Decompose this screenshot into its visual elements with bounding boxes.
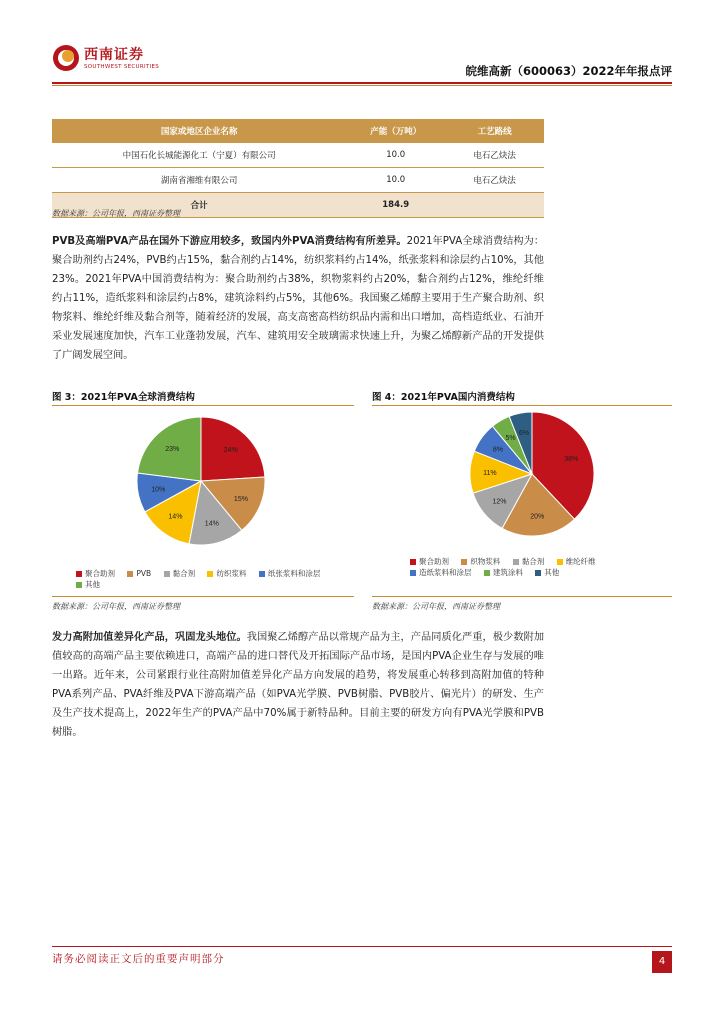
legend-label: 其他 (544, 568, 560, 577)
pie-slice-label: 14% (204, 520, 219, 528)
company-logo-cn: 西南证券 (84, 47, 144, 63)
legend-label: 纺织浆料 (216, 569, 247, 578)
pie-slice-label: 23% (165, 445, 180, 453)
legend-item (164, 568, 196, 579)
header-divider-accent (52, 85, 672, 86)
legend-global (76, 568, 356, 590)
pie-slice-label: 12% (492, 498, 507, 506)
table-header-cell: 产能（万吨） (346, 119, 445, 143)
legend-swatch (535, 570, 541, 576)
figure-3-bottom-rule (52, 596, 354, 597)
legend-label: 纸张浆料和涂层 (267, 569, 321, 578)
table-total-value: 184.9 (346, 193, 445, 218)
legend-item (410, 556, 449, 567)
pie-slice-label: 38% (564, 455, 579, 463)
table-source: 数据来源：公司年报，西南证券整理 (52, 209, 180, 218)
legend-item (484, 567, 523, 578)
paragraph-high-value (52, 628, 544, 742)
pie-slice-label: 15% (233, 495, 248, 503)
legend-label: 黏合剂 (521, 557, 545, 566)
report-title: 皖维高新（600063）2022年年报点评 (465, 64, 672, 78)
figure-3-source: 数据来源：公司年报，西南证券整理 (52, 602, 180, 611)
figure-4-source: 数据来源：公司年报，西南证券整理 (372, 602, 500, 611)
footer-disclaimer: 请务必阅读正文后的重要声明部分 (52, 953, 225, 965)
legend-item (410, 567, 472, 578)
figure-3-rule (52, 405, 354, 406)
table-cell (445, 193, 544, 218)
pie-chart-global (52, 408, 354, 558)
legend-label: 聚合助剂 (419, 557, 449, 566)
legend-item (76, 568, 115, 579)
footer-divider (52, 946, 672, 947)
legend-item (461, 556, 500, 567)
table-cell: 10.0 (346, 143, 445, 168)
table-cell: 湖南省湘维有限公司 (52, 168, 346, 193)
legend-item (76, 579, 100, 590)
table-header-cell: 国家或地区企业名称 (52, 119, 346, 143)
pie-slice-label: 10% (151, 486, 166, 494)
page-number: 4 (652, 951, 672, 973)
legend-item (207, 568, 246, 579)
legend-label: 黏合剂 (172, 569, 196, 578)
pie-slice-label: 8% (492, 446, 503, 454)
legend-item (557, 556, 596, 567)
pie-slice-label: 20% (530, 513, 545, 521)
legend-domestic (410, 556, 672, 578)
figure-4-rule (372, 405, 672, 406)
legend-swatch (410, 559, 416, 565)
paragraph-heading: PVB及高端PVA产品在国外下游应用较多，致国内外PVA消费结构有所差异。 (52, 236, 407, 247)
paragraph-consumption (52, 232, 544, 365)
table-cell: 电石乙炔法 (445, 168, 544, 193)
pie-slice-label: 6% (519, 430, 530, 438)
legend-swatch (461, 559, 467, 565)
legend-item (127, 569, 151, 578)
legend-label: 维纶纤维 (565, 557, 596, 566)
legend-swatch (207, 571, 213, 577)
table-total-label: 合计 (52, 193, 346, 218)
table-cell: 10.0 (346, 168, 445, 193)
legend-swatch (557, 559, 563, 565)
legend-label: 其他 (85, 580, 100, 589)
pie-slice-label: 14% (168, 513, 183, 521)
legend-swatch (259, 571, 265, 577)
legend-label: 建筑涂料 (492, 568, 523, 577)
table-header-cell: 工艺路线 (445, 119, 544, 143)
figure-4-bottom-rule (372, 596, 672, 597)
legend-swatch (484, 570, 490, 576)
paragraph-body: 2021年PVA全球消费结构为：聚合助剂约占24%，PVB约占15%，黏合剂约占14%，纺织浆料约占14%，纸张浆料和涂层约占10%，其他23%。2021年PVA中国消费结构为：聚合助剂约占38%，织物浆料约占20%，黏合剂约占12%，维纶纤维约占11%，造纸浆料和涂层约占8%，建筑涂料约占5%，其他6%。我国聚乙烯醇主要用于生产聚合助剂、织物浆料、维纶纤维及黏合剂等，随着经济的发展，高支高密高档纺织品内需和出口增加，高档造纸业、石油开采业发展速度加快，汽车工业蓬勃发展，汽车、建筑用安全玻璃需求快速上升，为聚乙烯醇新产品的开发提供了广阔发展空间。 (52, 236, 545, 361)
legend-label: 织物浆料 (470, 557, 501, 566)
table-cell: 电石乙炔法 (445, 143, 544, 168)
table-header-row (52, 119, 544, 143)
paragraph-heading: 发力高附加值差异化产品，巩固龙头地位。 (52, 632, 247, 643)
legend-label: 聚合助剂 (85, 569, 115, 578)
legend-label: PVB (136, 569, 152, 578)
pie-slice-label: 5% (505, 435, 516, 443)
capacity-table (52, 119, 544, 218)
legend-swatch (127, 571, 133, 577)
legend-item (513, 556, 545, 567)
table-cell: 中国石化长城能源化工（宁夏）有限公司 (52, 143, 346, 168)
pie-slice-label: 11% (483, 470, 497, 478)
pie-slice-label: 24% (223, 446, 238, 454)
legend-label: 造纸浆料和涂层 (419, 568, 472, 577)
legend-swatch (76, 582, 82, 588)
pie-chart-domestic (372, 408, 672, 544)
legend-item (535, 567, 559, 578)
legend-swatch (513, 559, 519, 565)
legend-item (259, 568, 321, 579)
figure-3-title: 图 3：2021年PVA全球消费结构 (52, 392, 195, 403)
table-row (52, 168, 544, 193)
legend-swatch (76, 571, 82, 577)
paragraph-body: 我国聚乙烯醇产品以常规产品为主，产品同质化严重，极少数附加值较高的高端产品主要依赖进口，高端产品的进口替代及开拓国际产品市场，是国内PVA企业生存与发展的唯一出路。近年来，公司紧跟行业往高附加值差异化产品方向发展的趋势，将发展重心转移到高附加值的特种PVA系列产品、PVA纤维及PVA下游高端产品（如PVA光学膜、PVB树脂、PVB胶片、偏光片）的研发、生产及生产技术提高上，2022年生产的PVA产品中70%属于新特品种。目前主要的研发方向有PVA光学膜和PVB树脂。 (52, 632, 545, 738)
legend-swatch (410, 570, 416, 576)
company-logo-en: SOUTHWEST SECURITIES (84, 64, 160, 70)
figure-4-title: 图 4：2021年PVA国内消费结构 (372, 392, 515, 403)
table-row (52, 143, 544, 168)
logo-icon (52, 44, 80, 72)
legend-swatch (164, 571, 170, 577)
header-divider (52, 82, 672, 84)
